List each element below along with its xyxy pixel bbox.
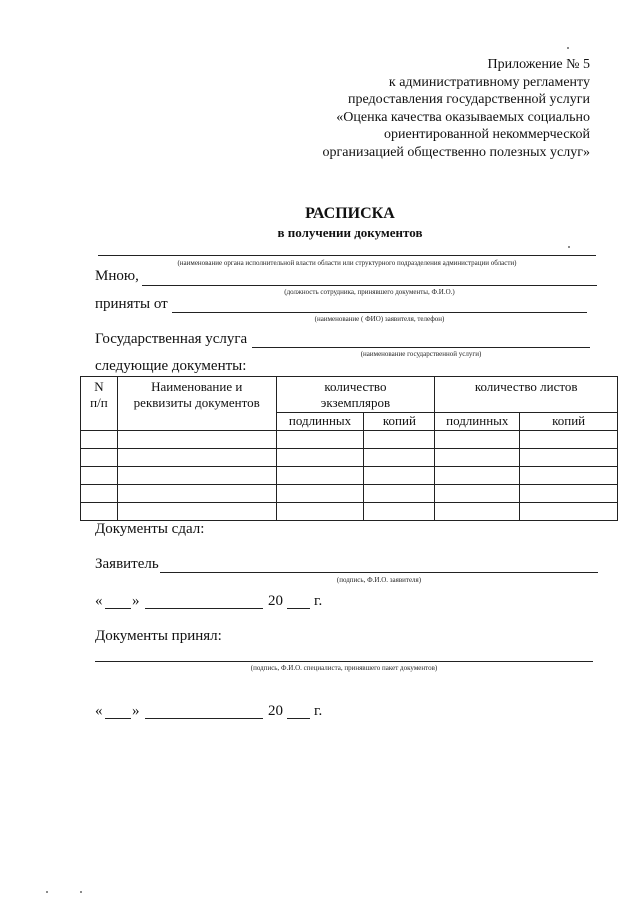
accepted-caption: (подпись, Ф.И.О. специалиста, принявшего пакет документов) [250, 664, 438, 672]
copies-original-header: подлинных [276, 413, 364, 431]
table-cell[interactable] [81, 503, 118, 521]
from-label: приняты от [95, 296, 168, 312]
table-cell[interactable] [435, 467, 520, 485]
table-cell[interactable] [435, 431, 520, 449]
table-cell[interactable] [364, 449, 435, 467]
table-cell[interactable] [117, 467, 276, 485]
table-cell[interactable] [364, 431, 435, 449]
table-cell[interactable] [435, 485, 520, 503]
header-line: Приложение № 5 [487, 57, 590, 72]
table-cell[interactable] [364, 503, 435, 521]
col-number-header: N п/п [81, 377, 118, 431]
from-caption: (наименование ( ФИО) заявителя, телефон) [314, 315, 445, 323]
mnoyu-caption: (должность сотрудника, принявшего документы, Ф.И.О.) [284, 288, 455, 296]
applicant-name-field[interactable] [172, 312, 587, 313]
table-cell[interactable] [435, 503, 520, 521]
date1-open-quote: « [95, 593, 103, 609]
table-cell[interactable] [81, 467, 118, 485]
table-cell[interactable] [117, 503, 276, 521]
table-row [81, 503, 618, 521]
service-caption: (наименование государственной услуги) [360, 350, 482, 358]
org-name-field[interactable] [98, 255, 596, 256]
table-cell[interactable] [364, 467, 435, 485]
date2-year-prefix: 20 [268, 703, 283, 719]
header-line: ориентированной некоммерческой [384, 127, 590, 143]
table-cell[interactable] [520, 485, 618, 503]
header-line: к административному регламенту [388, 74, 590, 90]
table-row [81, 467, 618, 485]
service-label: Государственная услуга [95, 331, 248, 347]
table-cell[interactable] [117, 449, 276, 467]
date2-close-quote: » [132, 703, 140, 719]
table-cell[interactable] [117, 485, 276, 503]
service-field[interactable] [252, 347, 590, 348]
date1-month-field[interactable] [145, 608, 263, 609]
table-cell[interactable] [520, 467, 618, 485]
col-copies-header: количество экземпляров [276, 377, 435, 413]
document-subtitle: в получении документов [277, 225, 423, 240]
document-title: РАСПИСКА [305, 205, 395, 222]
applicant-label: Заявитель [95, 556, 159, 572]
specialist-signature-field[interactable] [95, 661, 593, 662]
table-cell[interactable] [117, 431, 276, 449]
copies-copy-header: копий [364, 413, 435, 431]
date2-month-field[interactable] [145, 718, 263, 719]
date1-year-prefix: 20 [268, 593, 283, 609]
employee-field[interactable] [142, 285, 597, 286]
date1-year-field[interactable] [287, 608, 310, 609]
applicant-signature-field[interactable] [160, 572, 598, 573]
date1-g: г. [314, 593, 323, 609]
scan-speck [567, 47, 569, 49]
scan-speck [80, 891, 82, 893]
table-cell[interactable] [276, 431, 364, 449]
header-line: предоставления государственной услуги [348, 92, 590, 108]
scan-speck [46, 891, 48, 893]
date2-open-quote: « [95, 703, 103, 719]
header-line: «Оценка качества оказываемых социально [336, 109, 590, 125]
table-cell[interactable] [276, 503, 364, 521]
scan-speck [568, 246, 570, 248]
docs-label: следующие документы: [95, 358, 247, 374]
table-header-row [81, 377, 618, 413]
sheets-copy-header: копий [520, 413, 618, 431]
table-cell[interactable] [520, 449, 618, 467]
table-cell[interactable] [276, 467, 364, 485]
documents-table [80, 376, 618, 521]
sheets-original-header: подлинных [435, 413, 520, 431]
applicant-caption: (подпись, Ф.И.О. заявителя) [336, 576, 422, 584]
table-cell[interactable] [435, 449, 520, 467]
table-cell[interactable] [81, 431, 118, 449]
table-cell[interactable] [520, 431, 618, 449]
table-row [81, 431, 618, 449]
mnoyu-label: Мною, [95, 268, 139, 284]
table-row [81, 449, 618, 467]
table-cell[interactable] [276, 449, 364, 467]
table-cell[interactable] [81, 485, 118, 503]
org-caption: (наименование органа исполнительной власти области или структурного подразделения администрации области) [177, 259, 517, 267]
accepted-label: Документы принял: [95, 628, 222, 644]
col-name-header: Наименование и реквизиты документов [117, 377, 276, 431]
col-sheets-header: количество листов [435, 377, 618, 413]
date2-g: г. [314, 703, 323, 719]
date2-year-field[interactable] [287, 718, 310, 719]
table-cell[interactable] [364, 485, 435, 503]
table-cell[interactable] [520, 503, 618, 521]
submitted-label: Документы сдал: [95, 521, 205, 537]
table-row [81, 485, 618, 503]
date1-day-field[interactable] [105, 608, 131, 609]
date1-close-quote: » [132, 593, 140, 609]
date2-day-field[interactable] [105, 718, 131, 719]
header-line: организацией общественно полезных услуг» [322, 144, 590, 160]
table-cell[interactable] [276, 485, 364, 503]
table-cell[interactable] [81, 449, 118, 467]
header-block [260, 56, 590, 162]
